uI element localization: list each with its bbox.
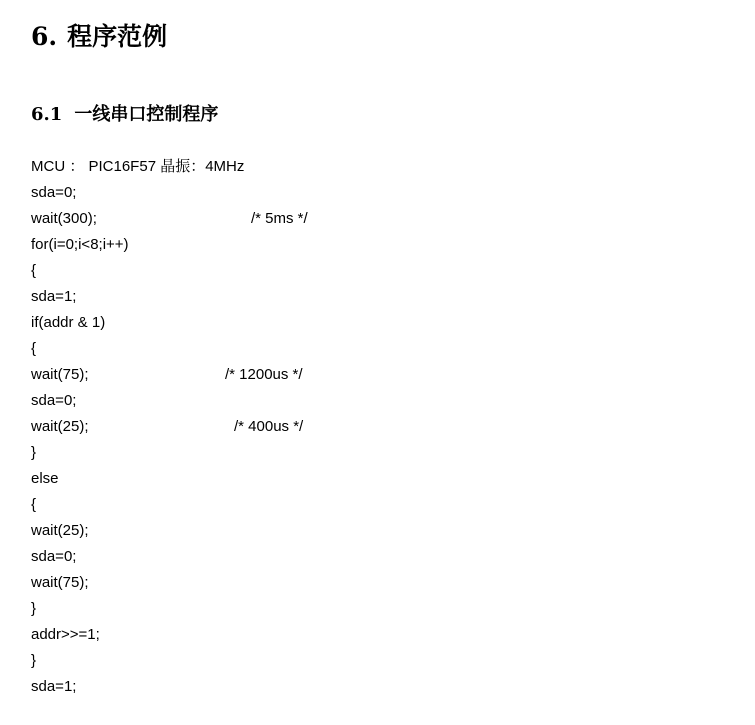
code-line — [31, 571, 89, 595]
code-line — [31, 363, 303, 387]
code-line — [31, 597, 36, 621]
code-text: sda=1; — [31, 678, 77, 695]
code-text: sda=0; — [31, 392, 77, 409]
code-text: for(i=0;i<8;i++) — [31, 236, 129, 253]
code-text: wait(25); — [31, 418, 89, 435]
code-line — [31, 649, 36, 673]
code-text: sda=0; — [31, 184, 77, 201]
section-title: 程序范例 — [67, 22, 168, 51]
code-comment: /* 1200us */ — [225, 366, 303, 383]
code-text: wait(300); — [31, 210, 97, 227]
section-number: 6. — [31, 22, 58, 51]
code-line — [31, 623, 100, 647]
code-line — [31, 337, 36, 361]
code-line — [31, 545, 76, 569]
code-line — [31, 441, 36, 465]
code-line — [31, 467, 59, 491]
code-line — [31, 415, 304, 439]
code-text: { — [31, 496, 37, 513]
code-line — [31, 259, 36, 283]
code-text: sda=0; — [31, 548, 77, 565]
subsection-heading — [31, 102, 218, 128]
code-text: } — [31, 652, 37, 669]
code-line — [31, 285, 76, 309]
mcu-info-line: MCU ： PIC16F57 晶振：4MHz — [31, 158, 245, 175]
code-line — [31, 675, 76, 699]
code-text: else — [31, 470, 59, 487]
code-text: { — [31, 262, 37, 279]
code-text: sda=1; — [31, 288, 77, 305]
subsection-title: 一线串口控制程序 — [74, 104, 219, 125]
code-line — [31, 207, 308, 231]
code-comment: /* 5ms */ — [251, 210, 308, 227]
code-line — [31, 311, 105, 335]
code-text: addr>>=1; — [31, 626, 100, 643]
code-line — [31, 233, 129, 257]
code-text: } — [31, 600, 37, 617]
code-text: } — [31, 444, 37, 461]
section-heading — [31, 19, 167, 55]
code-line — [31, 519, 89, 543]
code-text: { — [31, 340, 37, 357]
code-line — [31, 493, 36, 517]
code-line — [31, 389, 76, 413]
code-text: if(addr & 1) — [31, 314, 106, 331]
code-comment: /* 400us */ — [234, 418, 304, 435]
code-text: wait(75); — [31, 366, 89, 383]
code-text: wait(25); — [31, 522, 89, 539]
code-text: wait(75); — [31, 574, 89, 591]
code-line — [31, 181, 76, 205]
subsection-number: 6.1 — [31, 104, 63, 125]
